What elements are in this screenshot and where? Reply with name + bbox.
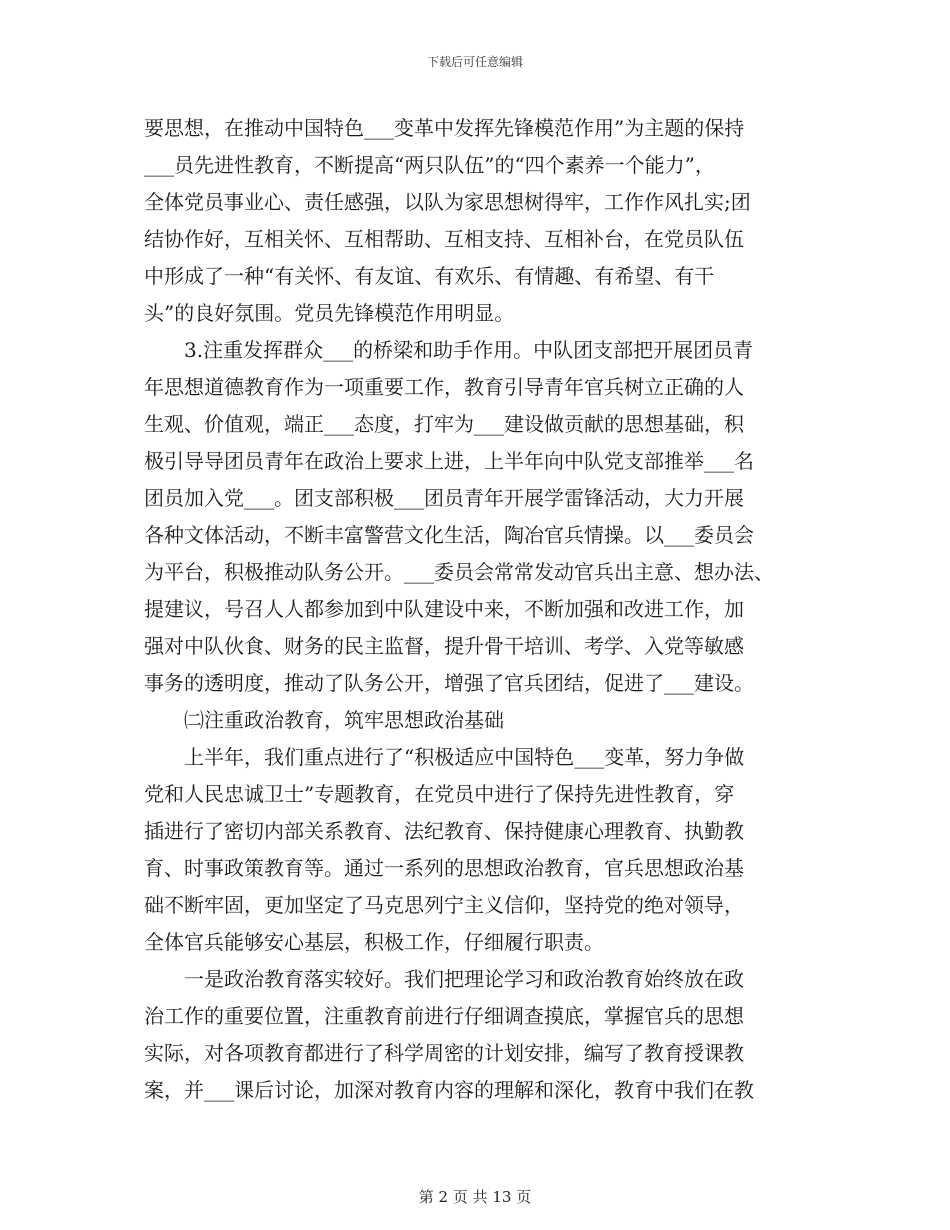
- text-line: 提建议，号召人人都参加到中队建设中来，不断加强和改进工作，加: [144, 597, 744, 621]
- text-line: 育、时事政策教育等。通过一系列的思想政治教育，官兵思想政治基: [144, 856, 744, 880]
- text-line: 党和人民忠诚卫士”专题教育，在党员中进行了保持先进性教育，穿: [144, 782, 735, 806]
- text-line: 结协作好，互相关怀、互相帮助、互相支持、互相补台，在党员队伍: [144, 227, 744, 251]
- text-line: 治工作的重要位置，注重教育前进行仔细调查摸底，掌握官兵的思想: [144, 1004, 744, 1028]
- text-line: 案，并___课后讨论，加深对教育内容的理解和深化，教育中我们在教: [144, 1078, 754, 1102]
- text-line: 全体党员事业心、责任感强，以队为家思想树得牢，工作作风扎实;团: [144, 190, 751, 214]
- page-footer: 第 2 页 共 13 页: [418, 1188, 532, 1206]
- text-line: 插进行了密切内部关系教育、法纪教育、保持健康心理教育、执勤教: [144, 819, 744, 843]
- section-heading: ㈡注重政治教育，筑牢思想政治基础: [184, 708, 504, 732]
- text-line: 础不断牢固，更加坚定了马克思列宁主义信仰，坚持党的绝对领导，: [144, 893, 744, 917]
- text-line: 各种文体活动，不断丰富警营文化生活，陶冶官兵情操。以___委员会: [144, 523, 754, 547]
- text-line: 事务的透明度，推动了队务公开，增强了官兵团结，促进了___建设。: [144, 671, 754, 695]
- text-line: 一是政治教育落实较好。我们把理论学习和政治教育始终放在政: [184, 967, 744, 991]
- text-line: 强对中队伙食、财务的民主监督，提升骨干培训、考学、入党等敏感: [144, 634, 744, 658]
- text-line: 头”的良好氛围。党员先锋模范作用明显。: [144, 301, 515, 325]
- text-line: 中形成了一种“有关怀、有友谊、有欢乐、有情趣、有希望、有干: [144, 264, 715, 288]
- text-line: 生观、价值观，端正___态度，打牢为___建设做贡献的思想基础，积: [144, 412, 744, 436]
- text-line: 极引导导团员青年在政治上要求上进，上半年向中队党支部推举___名: [144, 449, 754, 473]
- text-line: 上半年，我们重点进行了“积极适应中国特色___变革，努力争做: [184, 745, 745, 769]
- text-line: 3.注重发挥群众___的桥梁和助手作用。中队团支部把开展团员青: [184, 338, 754, 362]
- text-line: ___员先进性教育，不断提高“两只队伍”的“四个素养一个能力”，: [144, 153, 715, 177]
- text-line: 年思想道德教育作为一项重要工作，教育引导青年官兵树立正确的人: [144, 375, 744, 399]
- text-line: 全体官兵能够安心基层，积极工作，仔细履行职责。: [144, 930, 604, 954]
- text-line: 要思想，在推动中国特色___变革中发挥先锋模范作用”为主题的保持: [144, 116, 745, 140]
- text-line: 团员加入党___。团支部积极___团员青年开展学雷锋活动，大力开展: [144, 486, 744, 510]
- text-line: 实际，对各项教育都进行了科学周密的计划安排，编写了教育授课教: [144, 1041, 744, 1065]
- page-header: 下载后可任意编辑: [426, 55, 523, 69]
- text-line: 为平台，积极推动队务公开。___委员会常常发动官兵出主意、想办法、: [144, 560, 774, 584]
